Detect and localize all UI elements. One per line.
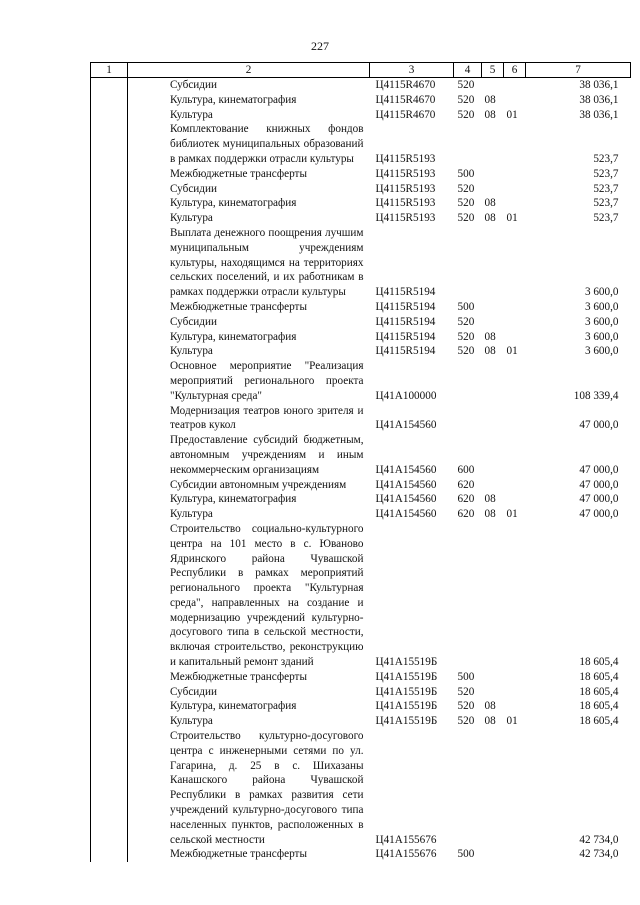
amount-cell: 18 605,4 xyxy=(579,700,619,713)
amount-cell: 18 605,4 xyxy=(579,670,619,683)
expense-type-cell: 620 xyxy=(457,493,475,506)
row-number-cell xyxy=(91,714,128,729)
amount-cell: 42 734,0 xyxy=(579,833,619,846)
expense-type-cell: 520 xyxy=(457,315,475,328)
page-number: 227 xyxy=(311,39,329,53)
subsection-cell xyxy=(504,315,526,330)
section-cell xyxy=(482,478,504,493)
item-name-cell: Культура, кинематография xyxy=(170,700,297,713)
row-number-cell xyxy=(91,122,128,166)
amount-cell: 38 036,1 xyxy=(579,93,619,106)
target-article-cell: Ц4115R5194 xyxy=(375,345,436,358)
amount-cell: 523,7 xyxy=(593,152,619,165)
subsection-cell xyxy=(504,300,526,315)
expense-type-cell: 520 xyxy=(457,700,475,713)
amount-cell: 523,7 xyxy=(593,197,619,210)
section-cell xyxy=(482,685,504,700)
item-name-cell: Культура xyxy=(170,715,213,728)
header-cell: 4 xyxy=(454,63,482,78)
item-name-cell: Межбюджетные трансферты xyxy=(170,670,307,683)
item-name-cell: Выплата денежного поощрения лучшим муниципальным учреждениям культуры, находящимся на территориях сельских поселений, и их работникам в рамках поддержки отрасли культуры xyxy=(170,226,364,299)
target-article-cell: Ц41A154560 xyxy=(375,419,437,432)
amount-cell: 47 000,0 xyxy=(579,508,619,521)
section-cell: 08 xyxy=(484,93,496,106)
table-row xyxy=(91,93,631,108)
row-number-cell xyxy=(91,108,128,123)
target-article-cell: Ц4115R5194 xyxy=(375,315,436,328)
table-row xyxy=(91,315,631,330)
table-row xyxy=(91,78,631,93)
target-article-cell: Ц4115R5193 xyxy=(375,152,436,165)
row-number-cell xyxy=(91,300,128,315)
subsection-cell xyxy=(504,404,526,434)
subsection-cell xyxy=(504,330,526,345)
amount-cell: 42 734,0 xyxy=(579,848,619,861)
table-body xyxy=(91,78,631,863)
subsection-cell xyxy=(504,433,526,477)
table-row xyxy=(91,167,631,182)
subsection-cell xyxy=(504,359,526,403)
section-cell xyxy=(482,300,504,315)
amount-cell: 523,7 xyxy=(593,182,619,195)
section-cell: 08 xyxy=(484,345,496,358)
target-article-cell: Ц4115R5194 xyxy=(375,330,436,343)
item-name-cell: Модернизация театров юного зрителя и театров кукол xyxy=(170,404,364,432)
expense-type-cell: 520 xyxy=(457,108,475,121)
section-cell: 08 xyxy=(484,212,496,225)
subsection-cell xyxy=(504,122,526,166)
table-row xyxy=(91,847,631,862)
row-number-cell xyxy=(91,847,128,862)
row-number-cell xyxy=(91,478,128,493)
item-name-cell: Межбюджетные трансферты xyxy=(170,848,307,861)
target-article-cell: Ц4115R5193 xyxy=(375,182,436,195)
subsection-cell: 01 xyxy=(506,508,518,521)
target-article-cell: Ц41A15519Б xyxy=(375,715,438,728)
amount-cell: 3 600,0 xyxy=(584,345,619,358)
table-row xyxy=(91,729,631,847)
expense-type-cell: 520 xyxy=(457,212,475,225)
header-cell: 6 xyxy=(504,63,526,78)
table-row xyxy=(91,359,631,403)
section-cell xyxy=(482,315,504,330)
subsection-cell: 01 xyxy=(506,715,518,728)
row-number-cell xyxy=(91,522,128,670)
section-cell xyxy=(482,522,504,670)
target-article-cell: Ц41A15519Б xyxy=(375,685,438,698)
expense-type-cell xyxy=(454,122,482,166)
subsection-cell xyxy=(504,729,526,847)
row-number-cell xyxy=(91,226,128,300)
header-row xyxy=(91,63,631,78)
subsection-cell: 01 xyxy=(506,345,518,358)
table-row xyxy=(91,404,631,434)
expense-type-cell: 500 xyxy=(457,848,475,861)
target-article-cell: Ц41A15519Б xyxy=(375,700,438,713)
table-row xyxy=(91,714,631,729)
section-cell: 08 xyxy=(484,330,496,343)
item-name-cell: Культура, кинематография xyxy=(170,330,297,343)
target-article-cell: Ц41A154560 xyxy=(375,493,437,506)
expense-type-cell: 520 xyxy=(457,197,475,210)
header-cell: 3 xyxy=(370,63,454,78)
amount-cell: 38 036,1 xyxy=(579,108,619,121)
subsection-cell xyxy=(504,226,526,300)
target-article-cell: Ц41A154560 xyxy=(375,508,437,521)
row-number-cell xyxy=(91,182,128,197)
table-row xyxy=(91,182,631,197)
item-name-cell: Субсидии xyxy=(170,182,217,195)
target-article-cell: Ц4115R5194 xyxy=(375,286,436,299)
item-name-cell: Предоставление субсидий бюджетным, автономным учреждениям и иным некоммерческим организациям xyxy=(170,434,364,476)
amount-cell: 3 600,0 xyxy=(584,286,619,299)
subsection-cell xyxy=(504,492,526,507)
table-row xyxy=(91,211,631,226)
target-article-cell: Ц41A100000 xyxy=(375,389,437,402)
target-article-cell: Ц4115R4670 xyxy=(375,108,436,121)
expense-type-cell xyxy=(454,359,482,403)
target-article-cell: Ц41A15519Б xyxy=(375,670,438,683)
item-name-cell: Межбюджетные трансферты xyxy=(170,167,307,180)
row-number-cell xyxy=(91,685,128,700)
expense-type-cell xyxy=(454,404,482,434)
target-article-cell: Ц41A154560 xyxy=(375,463,437,476)
expense-type-cell: 520 xyxy=(457,182,475,195)
expense-type-cell: 500 xyxy=(457,670,475,683)
table-row xyxy=(91,522,631,670)
item-name-cell: Культура, кинематография xyxy=(170,197,297,210)
amount-cell: 523,7 xyxy=(593,212,619,225)
target-article-cell: Ц4115R5193 xyxy=(375,197,436,210)
subsection-cell: 01 xyxy=(506,108,518,121)
expense-type-cell xyxy=(454,729,482,847)
table-row xyxy=(91,685,631,700)
row-number-cell xyxy=(91,729,128,847)
table-row xyxy=(91,433,631,477)
expense-type-cell: 620 xyxy=(457,508,475,521)
table-row xyxy=(91,196,631,211)
item-name-cell: Строительство социально-культурного центра на 101 место в с. Юваново Ядринского района Чувашской Республики в рамках мероприятий регионального проекта "Культурная среда", направленных на создание и модернизацию учреждений культурно-досугового типа в сельской местности, включая строительство, реконструкцию и капитальный ремонт зданий xyxy=(170,522,364,669)
table-row xyxy=(91,507,631,522)
expense-type-cell: 620 xyxy=(457,478,475,491)
section-cell xyxy=(482,729,504,847)
amount-cell: 47 000,0 xyxy=(579,478,619,491)
expense-type-cell: 520 xyxy=(457,345,475,358)
table-row xyxy=(91,330,631,345)
subsection-cell xyxy=(504,522,526,670)
subsection-cell xyxy=(504,78,526,93)
target-article-cell: Ц41A155676 xyxy=(375,848,437,861)
subsection-cell xyxy=(504,699,526,714)
target-article-cell: Ц41A154560 xyxy=(375,478,437,491)
table-row xyxy=(91,492,631,507)
item-name-cell: Субсидии xyxy=(170,315,217,328)
section-cell: 08 xyxy=(484,508,496,521)
expense-type-cell: 520 xyxy=(457,685,475,698)
row-number-cell xyxy=(91,670,128,685)
subsection-cell: 01 xyxy=(506,212,518,225)
item-name-cell: Культура xyxy=(170,345,213,358)
expense-type-cell: 500 xyxy=(457,300,475,313)
expense-type-cell xyxy=(454,226,482,300)
expense-type-cell xyxy=(454,522,482,670)
row-number-cell xyxy=(91,93,128,108)
item-name-cell: Субсидии xyxy=(170,79,217,91)
section-cell: 08 xyxy=(484,700,496,713)
item-name-cell: Субсидии xyxy=(170,685,217,698)
header-cell: 2 xyxy=(128,63,370,78)
header-cell: 5 xyxy=(482,63,504,78)
section-cell xyxy=(482,78,504,93)
table-row xyxy=(91,670,631,685)
row-number-cell xyxy=(91,211,128,226)
table-row xyxy=(91,300,631,315)
subsection-cell xyxy=(504,670,526,685)
row-number-cell xyxy=(91,699,128,714)
amount-cell: 3 600,0 xyxy=(584,300,619,313)
item-name-cell: Культура, кинематография xyxy=(170,493,297,506)
subsection-cell xyxy=(504,167,526,182)
target-article-cell: Ц4115R5194 xyxy=(375,300,436,313)
item-name-cell: Субсидии автономным учреждениям xyxy=(170,478,347,491)
amount-cell: 18 605,4 xyxy=(579,685,619,698)
section-cell: 08 xyxy=(484,715,496,728)
table-row xyxy=(91,478,631,493)
amount-cell: 47 000,0 xyxy=(579,493,619,506)
section-cell xyxy=(482,670,504,685)
table-row xyxy=(91,108,631,123)
table-row xyxy=(91,226,631,300)
subsection-cell xyxy=(504,93,526,108)
target-article-cell: Ц4115R4670 xyxy=(375,79,436,91)
row-number-cell xyxy=(91,330,128,345)
row-number-cell xyxy=(91,344,128,359)
subsection-cell xyxy=(504,478,526,493)
subsection-cell xyxy=(504,196,526,211)
amount-cell: 523,7 xyxy=(593,167,619,180)
expense-type-cell: 520 xyxy=(457,715,475,728)
expense-type-cell: 600 xyxy=(457,463,475,476)
item-name-cell: Межбюджетные трансферты xyxy=(170,300,307,313)
expense-type-cell: 500 xyxy=(457,167,475,180)
target-article-cell: Ц41A15519Б xyxy=(375,656,438,669)
amount-cell: 3 600,0 xyxy=(584,330,619,343)
row-number-cell xyxy=(91,359,128,403)
item-name-cell: Основное мероприятие "Реализация мероприятий регионального проекта "Культурная среда" xyxy=(170,360,364,402)
expense-type-cell: 520 xyxy=(457,330,475,343)
subsection-cell xyxy=(504,182,526,197)
subsection-cell xyxy=(504,685,526,700)
expense-type-cell: 520 xyxy=(457,93,475,106)
target-article-cell: Ц4115R4670 xyxy=(375,93,436,106)
item-name-cell: Культура, кинематография xyxy=(170,93,297,106)
target-article-cell: Ц41A155676 xyxy=(375,833,437,846)
section-cell xyxy=(482,167,504,182)
row-number-cell xyxy=(91,404,128,434)
item-name-cell: Комплектование книжных фондов библиотек муниципальных образований в рамках поддержки отрасли культуры xyxy=(170,123,364,165)
budget-table xyxy=(90,62,631,862)
section-cell xyxy=(482,226,504,300)
section-cell xyxy=(482,182,504,197)
header-cell: 7 xyxy=(526,63,631,78)
amount-cell: 108 339,4 xyxy=(573,389,619,402)
amount-cell: 3 600,0 xyxy=(584,315,619,328)
item-name-cell: Культура xyxy=(170,212,213,225)
row-number-cell xyxy=(91,315,128,330)
table-row xyxy=(91,699,631,714)
row-number-cell xyxy=(91,78,128,93)
section-cell: 08 xyxy=(484,197,496,210)
row-number-cell xyxy=(91,433,128,477)
item-name-cell: Культура xyxy=(170,508,213,521)
row-number-cell xyxy=(91,507,128,522)
section-cell xyxy=(482,847,504,862)
section-cell: 08 xyxy=(484,493,496,506)
amount-cell: 47 000,0 xyxy=(579,463,619,476)
target-article-cell: Ц4115R5193 xyxy=(375,212,436,225)
item-name-cell: Строительство культурно-досугового центра с инженерными сетями по ул. Гагарина, д. 25 в с. Шихазаны Канашского района Чувашской Республики в рамках развития сети учреждений культурно-досугового типа населенных пунктов, расположенных в сельской местности xyxy=(170,730,364,846)
section-cell xyxy=(482,359,504,403)
section-cell: 08 xyxy=(484,108,496,121)
header-cell: 1 xyxy=(91,63,128,78)
table-row xyxy=(91,122,631,166)
row-number-cell xyxy=(91,167,128,182)
target-article-cell: Ц4115R5193 xyxy=(375,167,436,180)
item-name-cell: Культура xyxy=(170,108,213,121)
amount-cell: 18 605,4 xyxy=(579,656,619,669)
amount-cell: 38 036,1 xyxy=(579,79,619,91)
amount-cell: 18 605,4 xyxy=(579,715,619,728)
expense-type-cell: 520 xyxy=(457,79,475,91)
section-cell xyxy=(482,122,504,166)
row-number-cell xyxy=(91,196,128,211)
amount-cell: 47 000,0 xyxy=(579,419,619,432)
section-cell xyxy=(482,404,504,434)
subsection-cell xyxy=(504,847,526,862)
section-cell xyxy=(482,433,504,477)
table-row xyxy=(91,344,631,359)
row-number-cell xyxy=(91,492,128,507)
